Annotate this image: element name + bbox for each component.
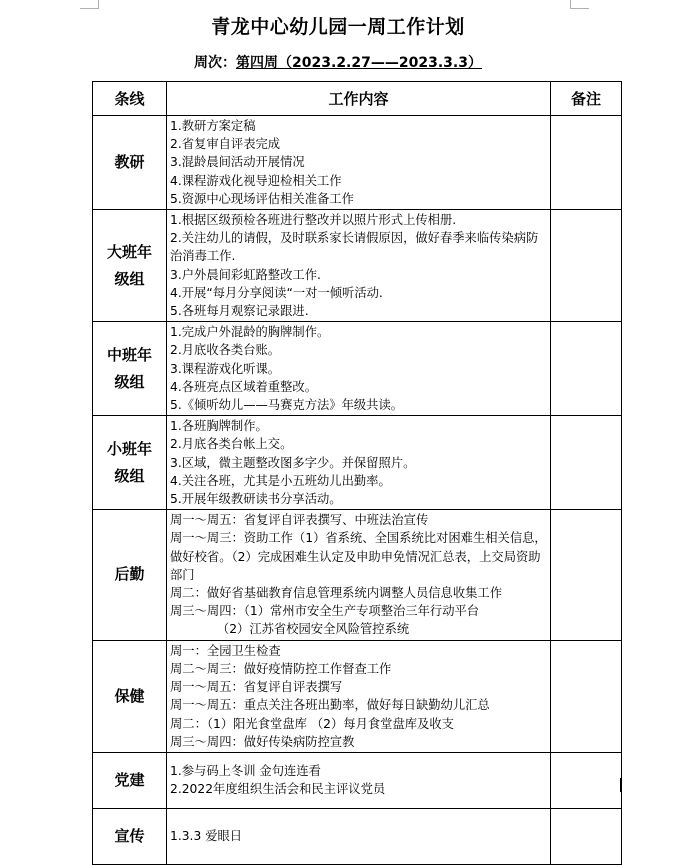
list-item: 5.各班每月观察记录跟进. xyxy=(170,304,309,319)
category-label: 中班年 级组 xyxy=(106,345,152,391)
week-line xyxy=(0,52,676,72)
category-cell xyxy=(93,510,167,640)
category-cell xyxy=(93,640,167,752)
list-item: 周一～周五：省复评自评表撰写、中班法治宣传 xyxy=(170,513,429,528)
header-category: 条线 xyxy=(93,82,167,116)
edge-mark xyxy=(620,778,622,792)
list-item: 5.资源中心现场评估相关准备工作 xyxy=(170,191,354,206)
note-cell xyxy=(551,640,622,752)
list-item: 1.根据区级预检各班进行整改并以照片形式上传相册. xyxy=(170,213,457,228)
category-label: 大班年 级组 xyxy=(106,242,152,288)
table-row-xuanchuan xyxy=(93,808,622,864)
category-label: 保健 xyxy=(114,686,145,705)
list-item: 周二：（1）阳光食堂盘库 （2）每月食堂盘库及收支 xyxy=(170,716,454,731)
list-item: 1.教研方案定稿 xyxy=(170,119,256,133)
note-cell xyxy=(551,416,622,510)
list-item: 周一：全园卫生检查 xyxy=(170,643,281,658)
week-value: 第四周（2023.2.27——2023.3.3） xyxy=(236,55,482,71)
header-content: 工作内容 xyxy=(167,82,551,116)
note-cell xyxy=(551,116,622,210)
list-item: 3.混龄晨间活动开展情况 xyxy=(170,155,305,170)
note-cell xyxy=(551,808,622,864)
content-cell xyxy=(167,808,551,864)
list-item: 3.课程游戏化听课。 xyxy=(170,361,281,376)
category-label: 宣传 xyxy=(114,826,145,845)
category-cell xyxy=(93,116,167,210)
category-label: 教研 xyxy=(114,153,145,171)
list-item: 1.参与码上冬训 金句连连看 xyxy=(170,764,321,779)
content-cell xyxy=(167,510,551,640)
week-label: 周次： xyxy=(194,55,237,71)
note-cell xyxy=(551,752,622,808)
list-item: 周三～周四：做好传染病防控宣教 xyxy=(170,734,355,749)
list-item: 2.省复审自评表完成 xyxy=(170,137,281,152)
list-item: 5.开展年级教研读书分享活动。 xyxy=(170,492,342,507)
list-item: 2.月底收各类台账。 xyxy=(170,343,281,358)
table-row-xiaobanjizu xyxy=(93,416,622,510)
list-item: 4.关注各班，尤其是小五班幼儿出勤率。 xyxy=(170,473,391,488)
table-row-dangjian xyxy=(93,752,622,808)
content-cell xyxy=(167,640,551,752)
list-item: 3.户外晨间彩虹路整改工作. xyxy=(170,267,321,282)
list-item: 3.区域，微主题整改图多字少。并保留照片。 xyxy=(170,455,416,470)
list-item: 周一～周五：省复评自评表撰写 xyxy=(170,680,343,695)
category-cell xyxy=(93,416,167,510)
list-item: 1.完成户外混龄的胸牌制作。 xyxy=(170,325,330,340)
content-cell xyxy=(167,210,551,322)
note-cell xyxy=(551,210,622,322)
list-item: 4.课程游戏化视导迎检相关工作 xyxy=(170,173,342,188)
category-cell xyxy=(93,752,167,808)
category-cell xyxy=(93,322,167,416)
content-cell xyxy=(167,752,551,808)
table-row-houqin xyxy=(93,510,622,640)
page-corner-mark-left xyxy=(80,0,99,9)
list-item: 5.《倾听幼儿——马赛克方法》年级共读。 xyxy=(170,398,404,413)
list-item: 周二～周三：做好疫情防控工作督查工作 xyxy=(170,661,392,676)
content-cell xyxy=(167,322,551,416)
work-plan-table xyxy=(92,81,622,865)
category-label: 党建 xyxy=(114,770,145,789)
list-item: （2）江苏省校园安全风险管控系统 xyxy=(170,622,410,637)
content-cell xyxy=(167,116,551,210)
list-item: 周一～周五：重点关注各班出勤率，做好每日缺勤幼儿汇总 xyxy=(170,698,490,713)
table-row-dabanjizu xyxy=(93,210,622,322)
note-cell xyxy=(551,510,622,640)
list-item: 4.开展“每月分享阅读“一对一倾听活动. xyxy=(170,285,383,300)
category-label: 小班年 级组 xyxy=(106,439,152,485)
table-row-jiaoyan xyxy=(93,116,622,210)
category-cell xyxy=(93,808,167,864)
list-item: 周一～周三：资助工作（1）省系统、全国系统比对困难生相关信息，做好校省。（2）完成困难生认定及申助申免情况汇总表，上交局资助部门 xyxy=(170,531,547,582)
note-cell xyxy=(551,322,622,416)
page-title: 青龙中心幼儿园一周工作计划 xyxy=(211,16,465,38)
list-item: 4.各班亮点区域着重整改。 xyxy=(170,379,317,394)
list-item: 2.2022年度组织生活会和民主评议党员 xyxy=(170,782,386,797)
list-item: 周三～周四：（1）常州市安全生产专项整治三年行动平台 xyxy=(170,604,480,619)
list-item: 1.3.3 爱眼日 xyxy=(170,829,243,844)
list-item: 周二：做好省基础教育信息管理系统内调整人员信息收集工作 xyxy=(170,586,503,601)
header-note: 备注 xyxy=(551,82,622,116)
list-item: 2.月底各类台帐上交。 xyxy=(170,437,293,452)
table-row-baojian xyxy=(93,640,622,752)
table-row-zhongbanjizu xyxy=(93,322,622,416)
category-cell xyxy=(93,210,167,322)
list-item: 2.关注幼儿的请假，及时联系家长请假原因，做好春季来临传染病防治消毒工作. xyxy=(170,231,539,264)
page-corner-mark-right xyxy=(570,0,589,9)
list-item: 1.各班胸牌制作。 xyxy=(170,419,268,434)
category-label: 后勤 xyxy=(114,565,145,584)
content-cell xyxy=(167,416,551,510)
header-row xyxy=(93,82,622,116)
